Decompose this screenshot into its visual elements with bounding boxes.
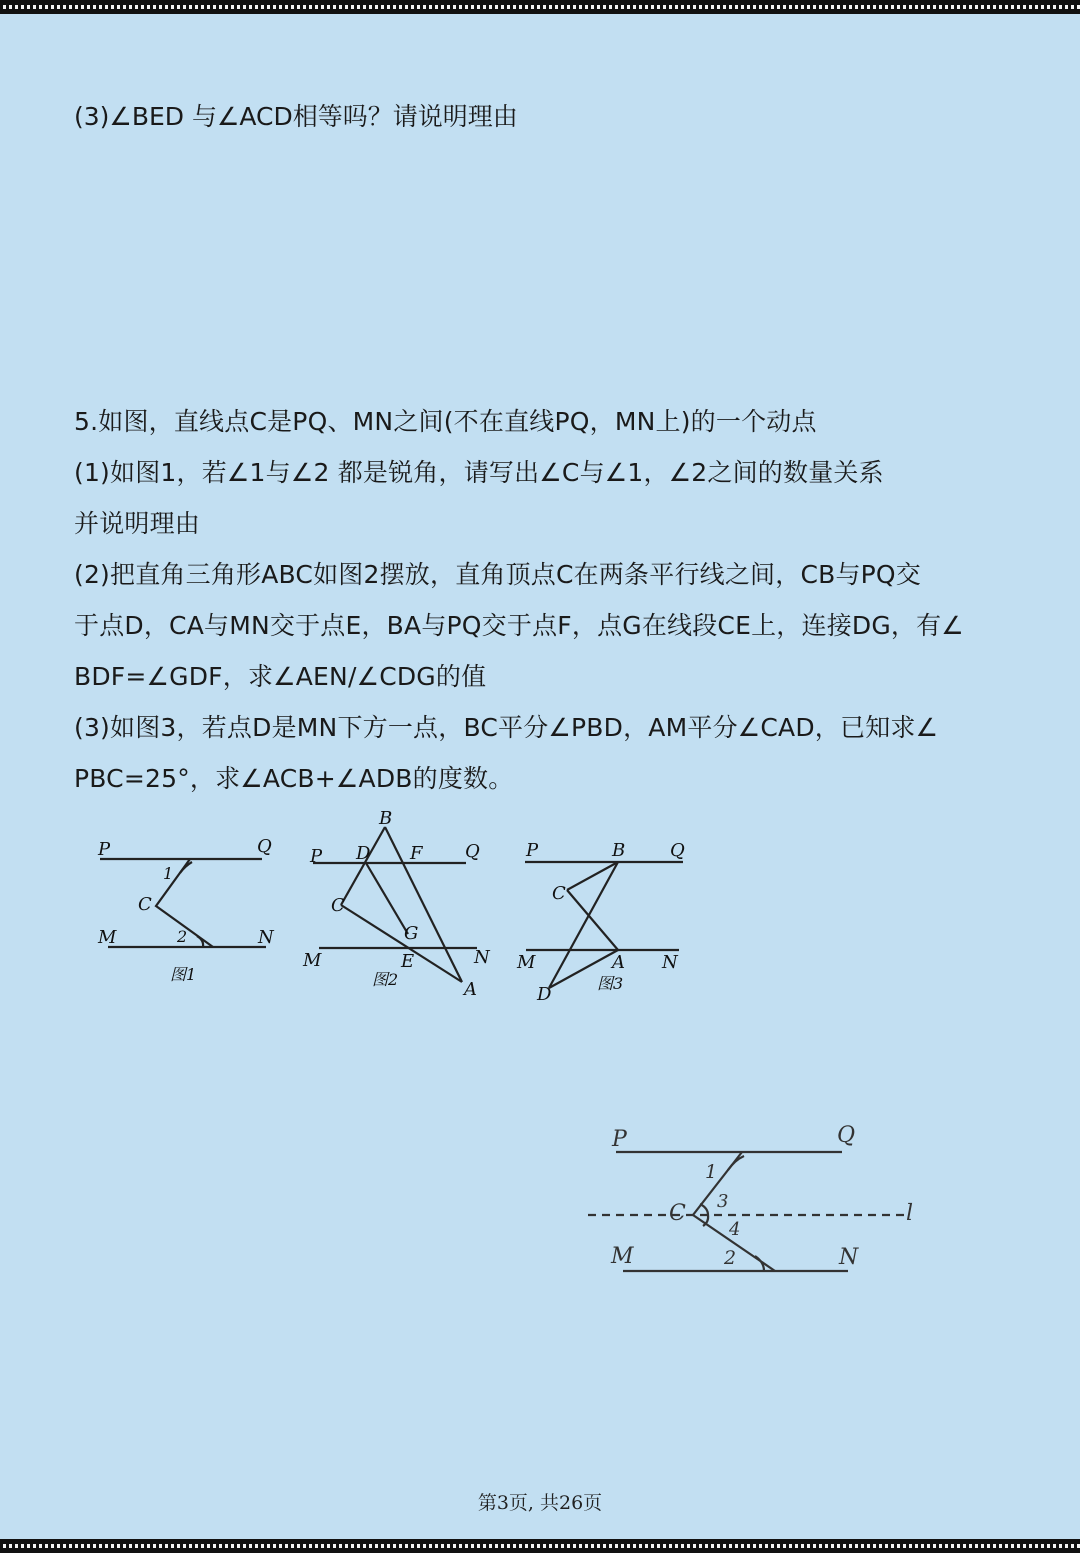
question-5-line-1: 5.如图，直线点C是PQ、MN之间(不在直线PQ，MN上)的一个动点: [74, 407, 817, 436]
fig2-label-g: G: [404, 923, 419, 944]
fig3-label-m: M: [517, 952, 536, 973]
bottom-border: [0, 1539, 1080, 1553]
fig1-caption: 图1: [170, 965, 197, 984]
fig1-angle-1: 1: [163, 864, 174, 883]
fig3-label-q: Q: [670, 840, 685, 861]
fig4-label-p: P: [612, 1127, 627, 1152]
question-5-line-4: (2)把直角三角形ABC如图2摆放，直角顶点C在两条平行线之间，CB与PQ交: [74, 560, 922, 589]
fig1-label-m: M: [98, 927, 117, 948]
question-5: [74, 396, 1014, 804]
fig2-caption: 图2: [372, 970, 399, 989]
fig1-label-c: C: [138, 894, 152, 915]
fig3-label-d: D: [537, 984, 552, 1005]
question-5-line-6: BDF=∠GDF，求∠AEN/∠CDG的值: [74, 662, 487, 691]
fig2-label-c: C: [331, 895, 345, 916]
figure-4: [0, 1110, 1080, 1290]
fig2-label-e: E: [401, 951, 415, 972]
fig2-label-b: B: [379, 808, 393, 829]
figures-1-3: [0, 800, 1080, 1020]
fig2-label-d: D: [356, 843, 371, 864]
question-4-part-3: (3)∠BED 与∠ACD相等吗？请说明理由: [74, 102, 518, 131]
fig1-label-p: P: [98, 839, 111, 860]
question-5-line-8: PBC=25°，求∠ACB+∠ADB的度数。: [74, 764, 514, 793]
fig3-label-p: P: [526, 840, 539, 861]
fig1-angle-2: 2: [177, 927, 188, 946]
top-border: [0, 0, 1080, 14]
fig4-label-c: C: [669, 1201, 686, 1226]
fig4-angle-3: 3: [717, 1191, 729, 1212]
fig4-angle-4: 4: [729, 1219, 741, 1240]
fig3-label-n: N: [662, 952, 678, 973]
fig2-label-p: P: [310, 846, 323, 867]
fig4-label-m: M: [611, 1244, 634, 1269]
fig2-label-a: A: [464, 979, 477, 1000]
fig4-label-n: N: [839, 1245, 859, 1270]
fig2-label-q: Q: [465, 841, 480, 862]
fig2-label-m: M: [303, 950, 322, 971]
fig3-caption: 图3: [597, 974, 624, 993]
fig2-label-n: N: [474, 947, 490, 968]
fig1-label-q: Q: [257, 836, 272, 857]
fig4-label-q: Q: [837, 1123, 856, 1148]
question-5-line-2: (1)如图1，若∠1与∠2 都是锐角，请写出∠C与∠1，∠2之间的数量关系: [74, 458, 884, 487]
fig3-label-a: A: [612, 952, 625, 973]
question-5-line-5: 于点D，CA与MN交于点E，BA与PQ交于点F，点G在线段CE上，连接DG，有∠: [74, 611, 964, 640]
fig2-label-f: F: [410, 843, 423, 864]
question-5-line-3: 并说明理由: [74, 509, 201, 538]
fig4-label-l: l: [906, 1201, 914, 1226]
fig4-angle-1: 1: [705, 1161, 718, 1183]
fig3-label-b: B: [612, 840, 626, 861]
fig3-label-c: C: [552, 883, 566, 904]
question-5-line-7: (3)如图3，若点D是MN下方一点，BC平分∠PBD，AM平分∠CAD，已知求∠: [74, 713, 939, 742]
fig4-angle-2: 2: [724, 1247, 737, 1269]
page-footer: 第3页, 共26页: [477, 1492, 603, 1514]
fig1-label-n: N: [258, 927, 274, 948]
